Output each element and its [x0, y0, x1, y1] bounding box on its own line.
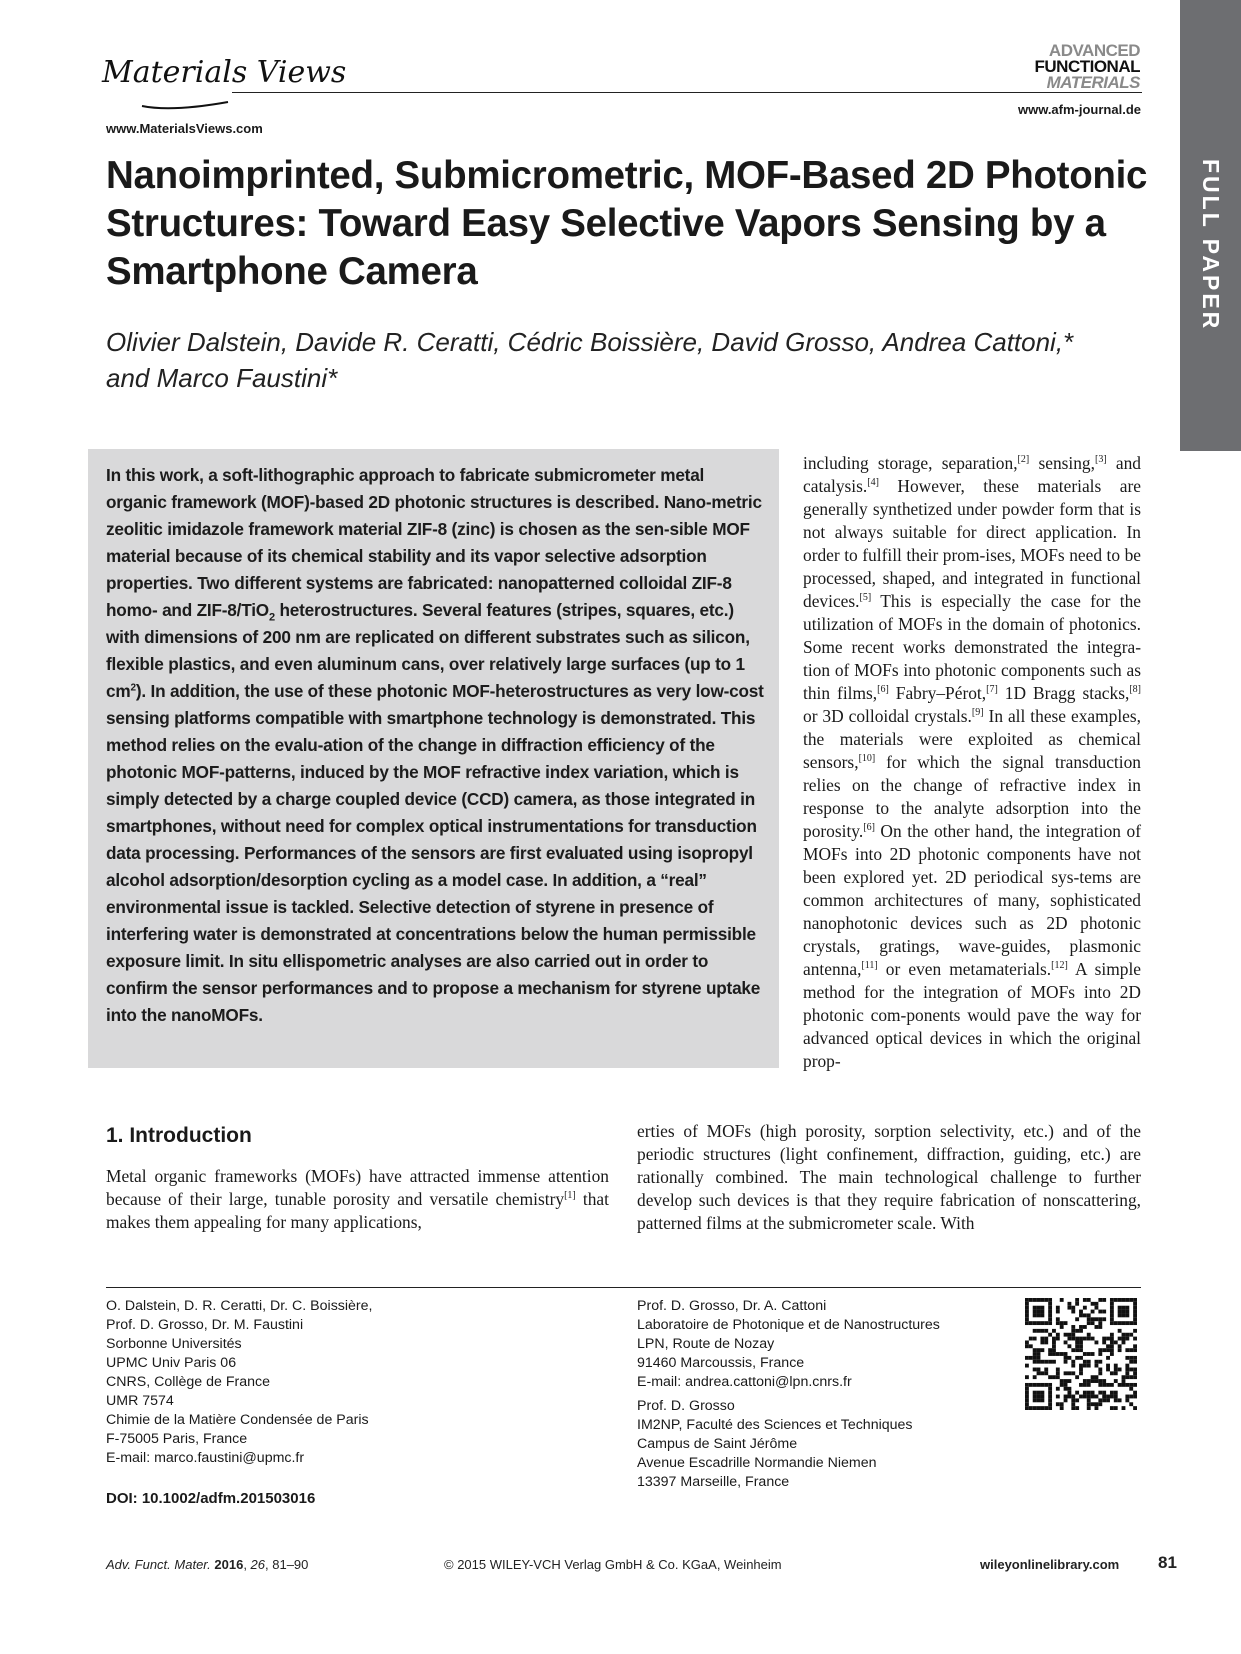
affiliation-rule	[106, 1287, 1141, 1288]
right-column-segment: or even metamaterials.	[877, 959, 1052, 979]
right-column-segment: including storage, separation,	[803, 453, 1018, 473]
citation-ref[interactable]: [4]	[867, 477, 879, 489]
materials-views-logo	[102, 50, 347, 120]
citation-ref[interactable]: [9]	[971, 707, 984, 719]
right-column-text	[803, 452, 1141, 1073]
intro-citation[interactable]: [1]	[564, 1190, 576, 1202]
affiliation-im2np	[637, 1397, 1017, 1492]
citation-ref[interactable]: [7]	[986, 684, 998, 696]
afm-logo-line2: FUNCTIONAL	[1034, 57, 1140, 76]
footer-volume: 26	[250, 1557, 266, 1572]
page-number: 81	[1158, 1553, 1177, 1572]
affiliation-line: 91460 Marcoussis, France	[637, 1355, 805, 1371]
citation-ref[interactable]: [12]	[1051, 960, 1068, 972]
header-rule	[232, 92, 1142, 93]
qr-code-icon	[1025, 1298, 1137, 1410]
logo-text-materials: Materials Views	[102, 55, 347, 90]
affiliation-line: Chimie de la Matière Condensée de Paris	[106, 1412, 369, 1428]
affiliation-line: Campus de Saint Jérôme	[637, 1436, 798, 1452]
citation-ref[interactable]: [6]	[863, 822, 875, 834]
afm-logo-line1: ADVANCED	[1048, 41, 1140, 60]
citation-ref[interactable]: [6]	[877, 684, 889, 696]
footer-site[interactable]: wileyonlinelibrary.com	[980, 1557, 1120, 1572]
footer-pages: , 81–90	[265, 1557, 309, 1572]
intro-part-a: Metal organic frameworks (MOFs) have attracted immense attention because of their large, tunable porosity and versatile chemistry	[106, 1166, 609, 1209]
affiliation-line: Prof. D. Grosso, Dr. A. Cattoni	[637, 1298, 827, 1314]
citation-ref[interactable]: [11]	[861, 960, 878, 972]
abstract-sub: 2	[268, 611, 275, 624]
affiliation-line: Prof. D. Grosso, Dr. M. Faustini	[106, 1317, 304, 1333]
affiliation-line[interactable]: E-mail: marco.faustini@upmc.fr	[106, 1450, 305, 1466]
affiliation-line: Sorbonne Universités	[106, 1336, 242, 1352]
affiliation-line: LPN, Route de Nozay	[637, 1336, 775, 1352]
author-line-2: and Marco Faustini*	[106, 363, 338, 393]
right-column-segment: Fabry–Pérot,	[888, 683, 987, 703]
side-tab	[1180, 0, 1241, 451]
affiliation-line: Laboratoire de Photonique et de Nanostructures	[637, 1317, 940, 1333]
citation-ref[interactable]: [10]	[858, 753, 876, 765]
affiliation-line: IM2NP, Faculté des Sciences et Techniques	[637, 1417, 913, 1433]
affiliation-lpn	[637, 1297, 1017, 1392]
citation-ref[interactable]: [5]	[859, 592, 872, 604]
abstract-text	[106, 462, 766, 1029]
affiliation-line: Prof. D. Grosso	[637, 1398, 735, 1414]
abstract-part-2: heterostructures. Several features (stripes, squares, etc.) with dimensions of 200 nm are replicated on different substrates such as silicon, flexible plastics, and even aluminum cans, over relatively large surfaces (up to 1 cm	[106, 600, 750, 701]
citation-ref[interactable]: [8]	[1129, 684, 1141, 696]
afm-logo	[1010, 43, 1140, 91]
afm-logo-line3: MATERIALS	[1046, 73, 1140, 92]
author-list	[106, 324, 1106, 396]
affiliation-right	[637, 1297, 1017, 1492]
footer-copyright: © 2015 WILEY-VCH Verlag GmbH & Co. KGaA, Weinheim	[444, 1557, 782, 1572]
right-column-segment: 1D Bragg stacks,	[997, 683, 1130, 703]
intro-part-b: that makes them appealing for many applications,	[106, 1189, 609, 1232]
citation-ref[interactable]: [3]	[1094, 454, 1107, 466]
right-column-segment: In all these examples, the materials were exploited as chemical sensors,	[803, 706, 1141, 772]
citation-ref[interactable]: [2]	[1017, 454, 1030, 466]
wide-column-text: erties of MOFs (high porosity, sorption selectivity, etc.) and of the periodic structures (light confinement, diffraction, guiding, etc.) are rationally combined. The main technological challenge to further develop such devices is that they require fabrication of nonscattering, patterned films at the submicrometer scale. With	[637, 1121, 1141, 1233]
author-line-1: Olivier Dalstein, Davide R. Ceratti, Cédric Boissière, David Grosso, Andrea Cattoni,*	[106, 327, 1074, 357]
affiliation-line: UMR 7574	[106, 1393, 174, 1409]
materials-views-url[interactable]: www.MaterialsViews.com	[106, 121, 263, 136]
affiliation-line[interactable]: E-mail: andrea.cattoni@lpn.cnrs.fr	[637, 1374, 852, 1390]
article-title: Nanoimprinted, Submicrometric, MOF-Based 2D Photonic Structures: Toward Easy Selective Vapors Sensing by a Smartphone Camera	[106, 154, 1148, 293]
footer-citation: Adv. Funct. Mater. 2016, 26, 81–90	[106, 1557, 309, 1572]
affiliation-line: 13397 Marseille, France	[637, 1474, 790, 1490]
right-column-segment: for which the signal transduction relies on the change of refractive index in response to the analyte adsorption into the porosity.	[803, 752, 1141, 841]
doi[interactable]: DOI: 10.1002/adfm.201503016	[106, 1490, 316, 1507]
right-column-segment: or 3D colloidal crystals.	[803, 706, 972, 726]
footer-year: 2016	[214, 1557, 244, 1572]
affiliation-line: F-75005 Paris, France	[106, 1431, 248, 1447]
affiliation-line: O. Dalstein, D. R. Ceratti, Dr. C. Boissière,	[106, 1298, 373, 1314]
right-column-segment: This is especially the case for the utilization of MOFs in the domain of photonics. Some recent works demonstrated the integra-tion of MOFs into photonic components such as thin films,	[803, 591, 1141, 703]
right-column-segment: sensing,	[1029, 453, 1095, 473]
afm-journal-url[interactable]: www.afm-journal.de	[1017, 102, 1141, 117]
right-column-segment: On the other hand, the integration of MOFs into 2D photonic components have not been explored yet. 2D periodical sys-tems are common architectures of many, sophisticated nanophotonic devices such as 2D photonic crystals, gratings, wave-guides, plasmonic antenna,	[803, 821, 1141, 979]
right-column-segment: and catalysis.	[803, 453, 1142, 496]
introduction-heading: 1. Introduction	[106, 1124, 252, 1147]
introduction-text	[106, 1165, 609, 1234]
abstract-sup: 2	[130, 682, 136, 694]
footer-journal: Adv. Funct. Mater.	[106, 1557, 211, 1572]
right-column-segment: However, these materials are generally synthetized under powder form that is not always suitable for direct application. In order to fulfill their prom-ises, MOFs need to be processed, shaped, and integrated in functional devices.	[803, 476, 1141, 611]
affiliation-left	[106, 1297, 586, 1468]
right-column-segment: A simple method for the integration of MOFs into 2D photonic com-ponents would pave the way for advanced optical devices in which the original prop-	[803, 959, 1141, 1071]
affiliation-line: Avenue Escadrille Normandie Niemen	[637, 1455, 877, 1471]
side-tab-label: FULL PAPER	[1198, 159, 1224, 332]
affiliation-line: CNRS, Collège de France	[106, 1374, 271, 1390]
abstract-part-3: ). In addition, the use of these photonic MOF-heterostructures as very low-cost sensing platforms compatible with smartphone technology is demonstrated. This method relies on the evalu-ation of the change in diffraction efficiency of the photonic MOF-patterns, induced by the MOF refractive index variation, which is simply detected by a charge coupled device (CCD) camera, as those integrated in smartphones, without need for complex optical instrumentations for transduction data processing. Performances of the sensors are first evaluated using isopropyl alcohol adsorption/desorption cycling as a model case. In addition, a “real” environmental issue is tackled. Selective detection of styrene in presence of interfering water is demonstrated at concentrations below the human permissible exposure limit. In situ ellispometric analyses are also carried out in order to confirm the sensor performances and to propose a mechanism for styrene uptake into the nanoMOFs.	[106, 681, 764, 1025]
affiliation-line: UPMC Univ Paris 06	[106, 1355, 237, 1371]
abstract-part-1: In this work, a soft-lithographic approach to fabricate submicrometer metal organic framework (MOF)-based 2D photonic structures is described. Nano-metric zeolitic imidazole framework material ZIF-8 (zinc) is chosen as the sen-sible MOF material because of its chemical stability and its vapor selective adsorption properties. Two different systems are fabricated: nanopatterned colloidal ZIF-8 homo- and ZIF-8/TiO	[106, 465, 762, 620]
